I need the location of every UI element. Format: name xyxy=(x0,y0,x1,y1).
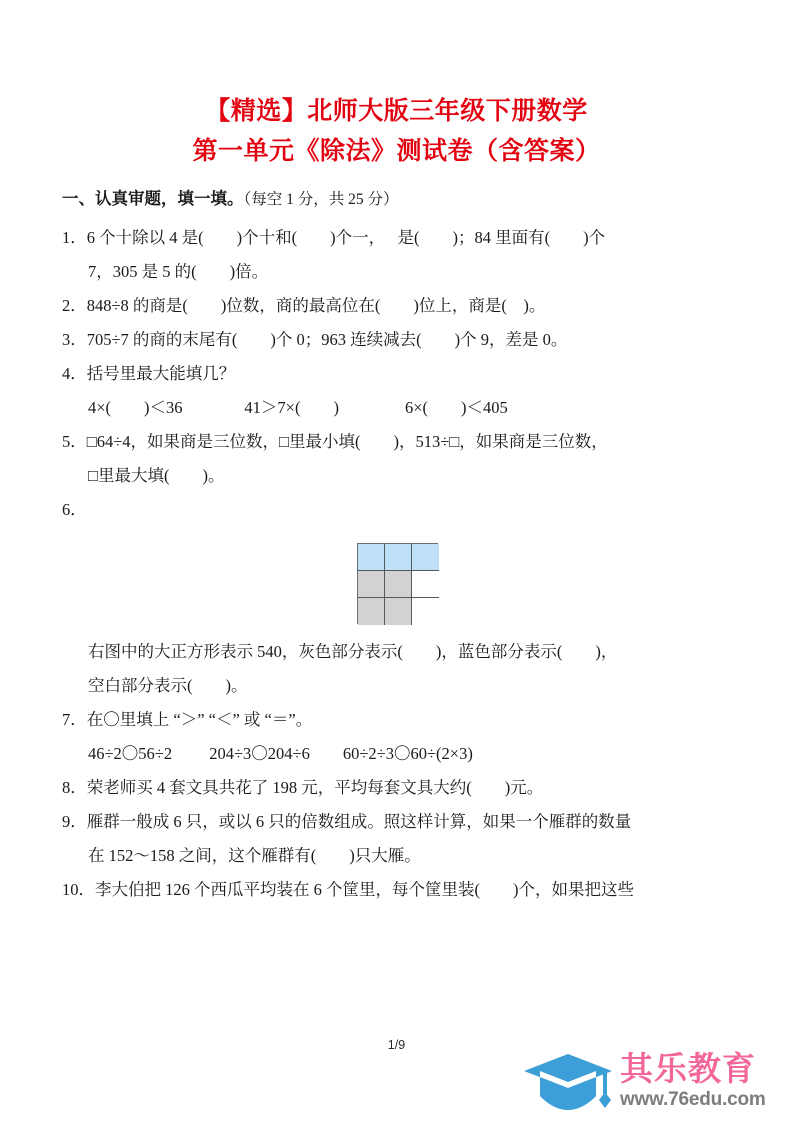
grid-cell-5 xyxy=(385,571,412,598)
question-7-line-1: 7．在〇里填上 “＞” “＜” 或 “＝”。 xyxy=(62,710,313,729)
title-line-2: 第一单元《除法》测试卷（含答案） xyxy=(192,138,601,165)
question-3 xyxy=(62,323,741,357)
question-10-line-1: 10．李大伯把 126 个西瓜平均装在 6 个筐里，每个筐里装( )个，如果把这些 xyxy=(62,880,634,899)
grid-cell-4 xyxy=(358,571,385,598)
grid-cell-9 xyxy=(412,598,439,625)
question-1 xyxy=(62,221,741,289)
document-body xyxy=(0,184,793,907)
question-7 xyxy=(62,703,741,771)
graduation-cap-icon xyxy=(524,1052,616,1118)
question-2 xyxy=(62,289,741,323)
question-1-line-1: 1．6 个十除以 4 是( )个十和( )个一， 是( )；84 里面有( )个 xyxy=(62,228,606,247)
logo-text-group xyxy=(620,1050,790,1112)
question-1-line-2: 7，305 是 5 的( )倍。 xyxy=(88,262,269,281)
question-6 xyxy=(62,493,741,703)
question-9-line-2: 在 152～158 之间，这个雁群有( )只大雁。 xyxy=(88,846,421,865)
question-5-line-1: 5．□64÷4，如果商是三位数，□里最小填( )，513÷□，如果商是三位数， xyxy=(62,432,608,451)
question-6-line-1: 右图中的大正方形表示 540，灰色部分表示( )，蓝色部分表示( )， xyxy=(88,642,618,661)
question-6-line-2: 空白部分表示( )。 xyxy=(88,676,248,695)
logo-brand-name: 其乐教育 xyxy=(620,1050,756,1087)
question-10 xyxy=(62,873,741,907)
question-4-line-2: 4×( )＜36 41＞7×( ) 6×( )＜405 xyxy=(88,398,508,417)
question-6-label: 6． xyxy=(62,500,87,519)
section-heading-text: 一、认真审题，填一填。 xyxy=(62,189,244,208)
section-heading xyxy=(62,184,741,215)
grid-cell-2 xyxy=(385,544,412,571)
site-logo xyxy=(524,1050,786,1120)
question-2-line-1: 2．848÷8 的商是( )位数，商的最高位在( )位上，商是( )。 xyxy=(62,296,546,315)
question-9 xyxy=(62,805,741,873)
question-3-line-1: 3．705÷7 的商的末尾有( )个 0；963 连续减去( )个 9，差是 0。 xyxy=(62,330,568,349)
logo-website-url: www.76edu.com xyxy=(620,1089,766,1110)
grid-cell-7 xyxy=(358,598,385,625)
document-title xyxy=(0,0,793,172)
question-5 xyxy=(62,425,741,493)
grid-cell-8 xyxy=(385,598,412,625)
section-heading-score: （每空 1 分，共 25 分） xyxy=(243,191,399,208)
grid-cell-3 xyxy=(412,544,439,571)
question-4-line-1: 4．括号里最大能填几？ xyxy=(62,364,236,383)
question-8 xyxy=(62,771,741,805)
question-8-line-1: 8．荣老师买 4 套文具共花了 198 元，平均每套文具大约( )元。 xyxy=(62,778,544,797)
title-line-1: 【精选】北师大版三年级下册数学 xyxy=(205,98,588,125)
grid-cell-1 xyxy=(358,544,385,571)
question-7-line-2: 46÷2〇56÷2 204÷3〇204÷6 60÷2÷3〇60÷(2×3) xyxy=(88,744,473,763)
page-number: 1/9 xyxy=(387,1038,406,1052)
question-4 xyxy=(62,357,741,425)
question-6-figure-area xyxy=(62,527,741,635)
question-5-line-2: □里最大填( )。 xyxy=(88,466,225,485)
grid-cell-6 xyxy=(412,571,439,598)
square-grid-figure xyxy=(357,543,438,624)
question-9-line-1: 9．雁群一般成 6 只，或以 6 只的倍数组成。照这样计算，如果一个雁群的数量 xyxy=(62,812,632,831)
